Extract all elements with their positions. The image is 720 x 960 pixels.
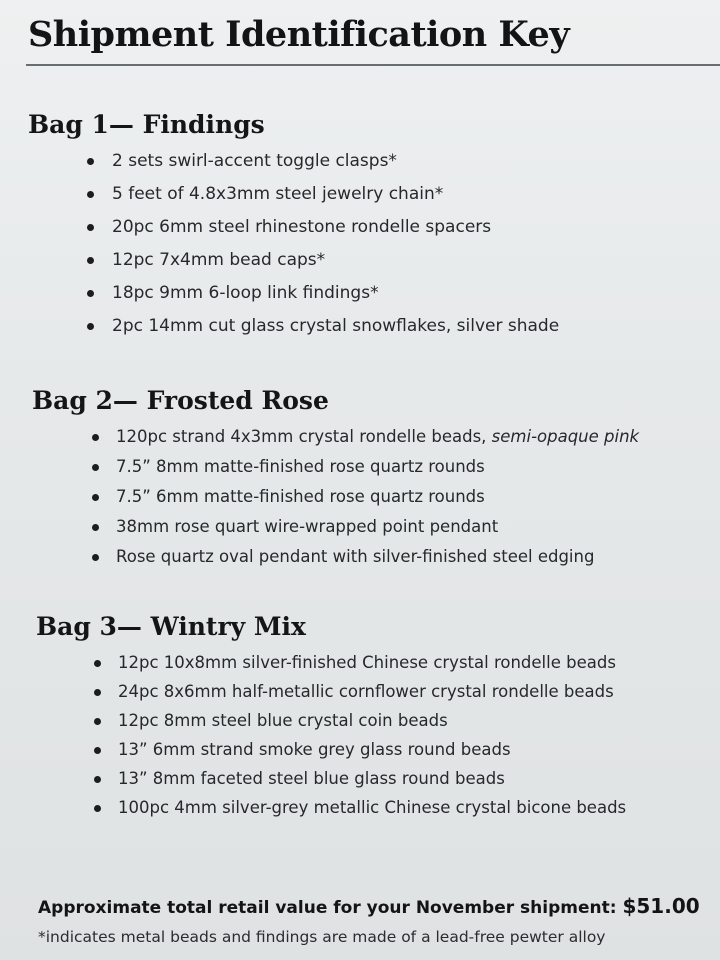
bullet-icon [87, 158, 94, 165]
item-text: 38mm rose quart wire-wrapped point pendant [116, 517, 499, 536]
bag-1-heading: Bag 1— Findings [28, 110, 265, 139]
item-text: 120pc strand 4x3mm crystal rondelle beads, [116, 427, 487, 446]
bullet-icon [94, 660, 101, 667]
item-text: 5 feet of 4.8x3mm steel jewelry chain* [112, 184, 444, 204]
list-item [0, 765, 720, 794]
total-value-label: Approximate total retail value for your November shipment: [38, 898, 617, 918]
list-item [0, 180, 720, 213]
list-item [0, 794, 720, 823]
bullet-icon [94, 747, 101, 754]
item-text: 20pc 6mm steel rhinestone rondelle spacers [112, 217, 492, 237]
page-title: Shipment Identification Key [28, 14, 570, 55]
list-item [0, 312, 720, 345]
bullet-icon [94, 805, 101, 812]
item-text: 18pc 9mm 6-loop link findings* [112, 283, 379, 303]
list-item [0, 736, 720, 765]
item-text: 12pc 7x4mm bead caps* [112, 250, 326, 270]
list-item [0, 707, 720, 736]
item-text: 2 sets swirl-accent toggle clasps* [112, 151, 397, 171]
list-item [0, 513, 720, 543]
bullet-icon [92, 434, 99, 441]
bag-3-item-list [0, 649, 720, 823]
item-text: 100pc 4mm silver-grey metallic Chinese crystal bicone beads [118, 798, 627, 817]
item-text: 7.5” 8mm matte-finished rose quartz rounds [116, 457, 485, 476]
list-item [0, 246, 720, 279]
bullet-icon [92, 524, 99, 531]
bullet-icon [87, 290, 94, 297]
bullet-icon [94, 776, 101, 783]
item-text-italic: semi-opaque pink [491, 427, 640, 446]
bullet-icon [94, 689, 101, 696]
item-text: 13” 6mm strand smoke grey glass round beads [118, 740, 511, 759]
item-text: Rose quartz oval pendant with silver-finished steel edging [116, 547, 595, 566]
list-item [0, 213, 720, 246]
item-text: 12pc 10x8mm silver-finished Chinese crystal rondelle beads [118, 653, 616, 672]
item-text: 7.5” 6mm matte-finished rose quartz rounds [116, 487, 485, 506]
bullet-icon [87, 323, 94, 330]
bag-2-heading: Bag 2— Frosted Rose [32, 386, 329, 415]
item-text: 13” 8mm faceted steel blue glass round beads [118, 769, 505, 788]
bag-3-heading: Bag 3— Wintry Mix [36, 612, 306, 641]
total-value-amount: $51.00 [622, 894, 700, 918]
list-item [0, 543, 720, 573]
bullet-icon [87, 224, 94, 231]
bullet-icon [92, 494, 99, 501]
list-item [0, 453, 720, 483]
bag-1-section [0, 110, 720, 345]
bullet-icon [87, 257, 94, 264]
bullet-icon [92, 464, 99, 471]
bullet-icon [92, 554, 99, 561]
bullet-icon [94, 718, 101, 725]
list-item [0, 423, 720, 453]
list-item [0, 678, 720, 707]
item-text: 12pc 8mm steel blue crystal coin beads [118, 711, 448, 730]
list-item [0, 649, 720, 678]
list-item [0, 279, 720, 312]
bag-2-item-list [0, 423, 720, 573]
bag-3-section [0, 612, 720, 823]
bag-2-section [0, 386, 720, 573]
bag-1-item-list [0, 147, 720, 345]
list-item [0, 483, 720, 513]
item-text: 2pc 14mm cut glass crystal snowflakes, silver shade [112, 316, 560, 336]
bullet-icon [87, 191, 94, 198]
footnote: *indicates metal beads and findings are made of a lead-free pewter alloy [38, 928, 606, 946]
total-value-line [38, 894, 700, 918]
item-text: 24pc 8x6mm half-metallic cornflower crystal rondelle beads [118, 682, 614, 701]
title-divider [26, 64, 720, 66]
list-item [0, 147, 720, 180]
